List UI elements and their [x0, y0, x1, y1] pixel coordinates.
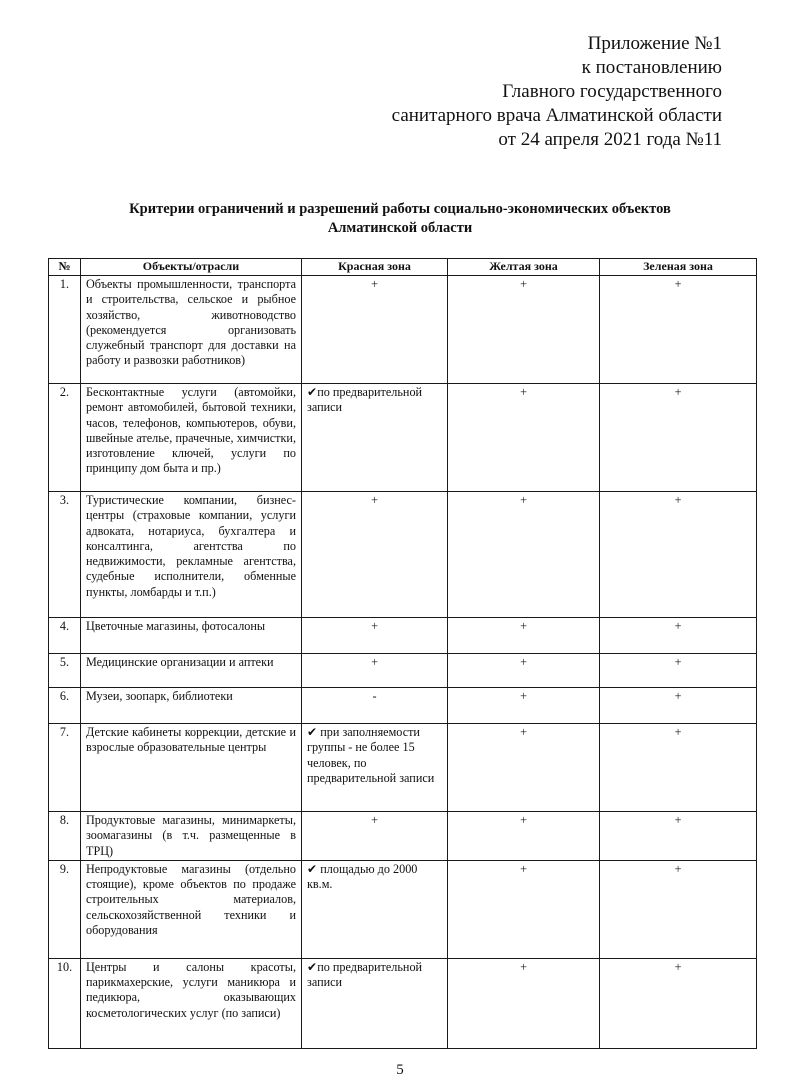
header-line: санитарного врача Алматинской области [391, 105, 722, 126]
column-header-yellow-zone: Желтая зона [448, 259, 600, 276]
row-object: Центры и салоны красоты, парикмахерские, услуги маникюра и педикюра, оказывающих косметологических услуг (по записи) [81, 958, 302, 1048]
document-title [0, 200, 800, 238]
red-zone-cell: + [302, 654, 448, 688]
red-zone-cell: - [302, 688, 448, 724]
document-header [392, 32, 722, 152]
yellow-zone-cell: + [448, 384, 600, 492]
table-row [49, 688, 757, 724]
table-row [49, 958, 757, 1048]
table-row [49, 724, 757, 812]
row-number: 2. [49, 384, 81, 492]
row-object: Объекты промышленности, транспорта и строительства, сельское и рыбное хозяйство, животноводство (рекомендуется организовать служебный транспорт для доставки на работу и развозки работников) [81, 276, 302, 384]
table-header-row [49, 259, 757, 276]
green-zone-cell: + [600, 860, 757, 958]
red-zone-cell: + [302, 492, 448, 618]
row-number: 3. [49, 492, 81, 618]
row-number: 7. [49, 724, 81, 812]
column-header-red-zone: Красная зона [302, 259, 448, 276]
row-object: Непродуктовые магазины (отдельно стоящие), кроме объектов по продаже строительных материалов, сельскохозяйственной техники и оборудования [81, 860, 302, 958]
red-zone-cell: + [302, 812, 448, 861]
green-zone-cell: + [600, 688, 757, 724]
row-object: Бесконтактные услуги (автомойки, ремонт автомобилей, бытовой техники, часов, телефонов, компьютеров, обуви, швейные ателье, прачечные, химчистки, изготовление ключей, услуги по принципу дом быта и пр.) [81, 384, 302, 492]
green-zone-cell: + [600, 384, 757, 492]
yellow-zone-cell: + [448, 492, 600, 618]
red-zone-cell: ✔по предварительной записи [302, 958, 448, 1048]
column-header-number: № [49, 259, 81, 276]
row-number: 1. [49, 276, 81, 384]
column-header-objects: Объекты/отрасли [81, 259, 302, 276]
header-line: к постановлению [581, 57, 722, 78]
yellow-zone-cell: + [448, 688, 600, 724]
header-line: Главного государственного [502, 81, 722, 102]
row-object: Медицинские организации и аптеки [81, 654, 302, 688]
row-object: Музеи, зоопарк, библиотеки [81, 688, 302, 724]
table-row [49, 812, 757, 861]
title-line-1: Критерии ограничений и разрешений работы социально-экономических объектов [129, 201, 671, 217]
table-row [49, 384, 757, 492]
yellow-zone-cell: + [448, 860, 600, 958]
row-number: 6. [49, 688, 81, 724]
row-object: Туристические компании, бизнес-центры (страховые компании, услуги адвоката, нотариуса, бухгалтера и консалтинга, агентства по недвижимости, рекламные агентства, судебные исполнители, обменные пункты, ломбарды и т.п.) [81, 492, 302, 618]
red-zone-cell: ✔ площадью до 2000 кв.м. [302, 860, 448, 958]
green-zone-cell: + [600, 654, 757, 688]
yellow-zone-cell: + [448, 618, 600, 654]
green-zone-cell: + [600, 958, 757, 1048]
yellow-zone-cell: + [448, 812, 600, 861]
header-line: от 24 апреля 2021 года №11 [498, 129, 722, 150]
row-object: Продуктовые магазины, минимаркеты, зоомагазины (в т.ч. размещенные в ТРЦ) [81, 812, 302, 861]
row-number: 10. [49, 958, 81, 1048]
red-zone-cell: ✔по предварительной записи [302, 384, 448, 492]
table-row [49, 276, 757, 384]
row-number: 4. [49, 618, 81, 654]
row-number: 8. [49, 812, 81, 861]
row-number: 5. [49, 654, 81, 688]
title-line-2: Алматинской области [327, 220, 473, 236]
row-number: 9. [49, 860, 81, 958]
page-number: 5 [396, 1062, 404, 1078]
table-row [49, 492, 757, 618]
table-row [49, 654, 757, 688]
yellow-zone-cell: + [448, 958, 600, 1048]
row-object: Детские кабинеты коррекции, детские и взрослые образовательные центры [81, 724, 302, 812]
green-zone-cell: + [600, 812, 757, 861]
green-zone-cell: + [600, 724, 757, 812]
red-zone-cell: ✔ при заполняемости группы - не более 15 человек, по предварительной записи [302, 724, 448, 812]
green-zone-cell: + [600, 618, 757, 654]
table-row [49, 618, 757, 654]
header-line: Приложение №1 [587, 33, 722, 54]
table-row [49, 860, 757, 958]
column-header-green-zone: Зеленая зона [600, 259, 757, 276]
green-zone-cell: + [600, 276, 757, 384]
yellow-zone-cell: + [448, 724, 600, 812]
green-zone-cell: + [600, 492, 757, 618]
yellow-zone-cell: + [448, 654, 600, 688]
row-object: Цветочные магазины, фотосалоны [81, 618, 302, 654]
criteria-table [48, 258, 757, 1049]
yellow-zone-cell: + [448, 276, 600, 384]
red-zone-cell: + [302, 276, 448, 384]
red-zone-cell: + [302, 618, 448, 654]
